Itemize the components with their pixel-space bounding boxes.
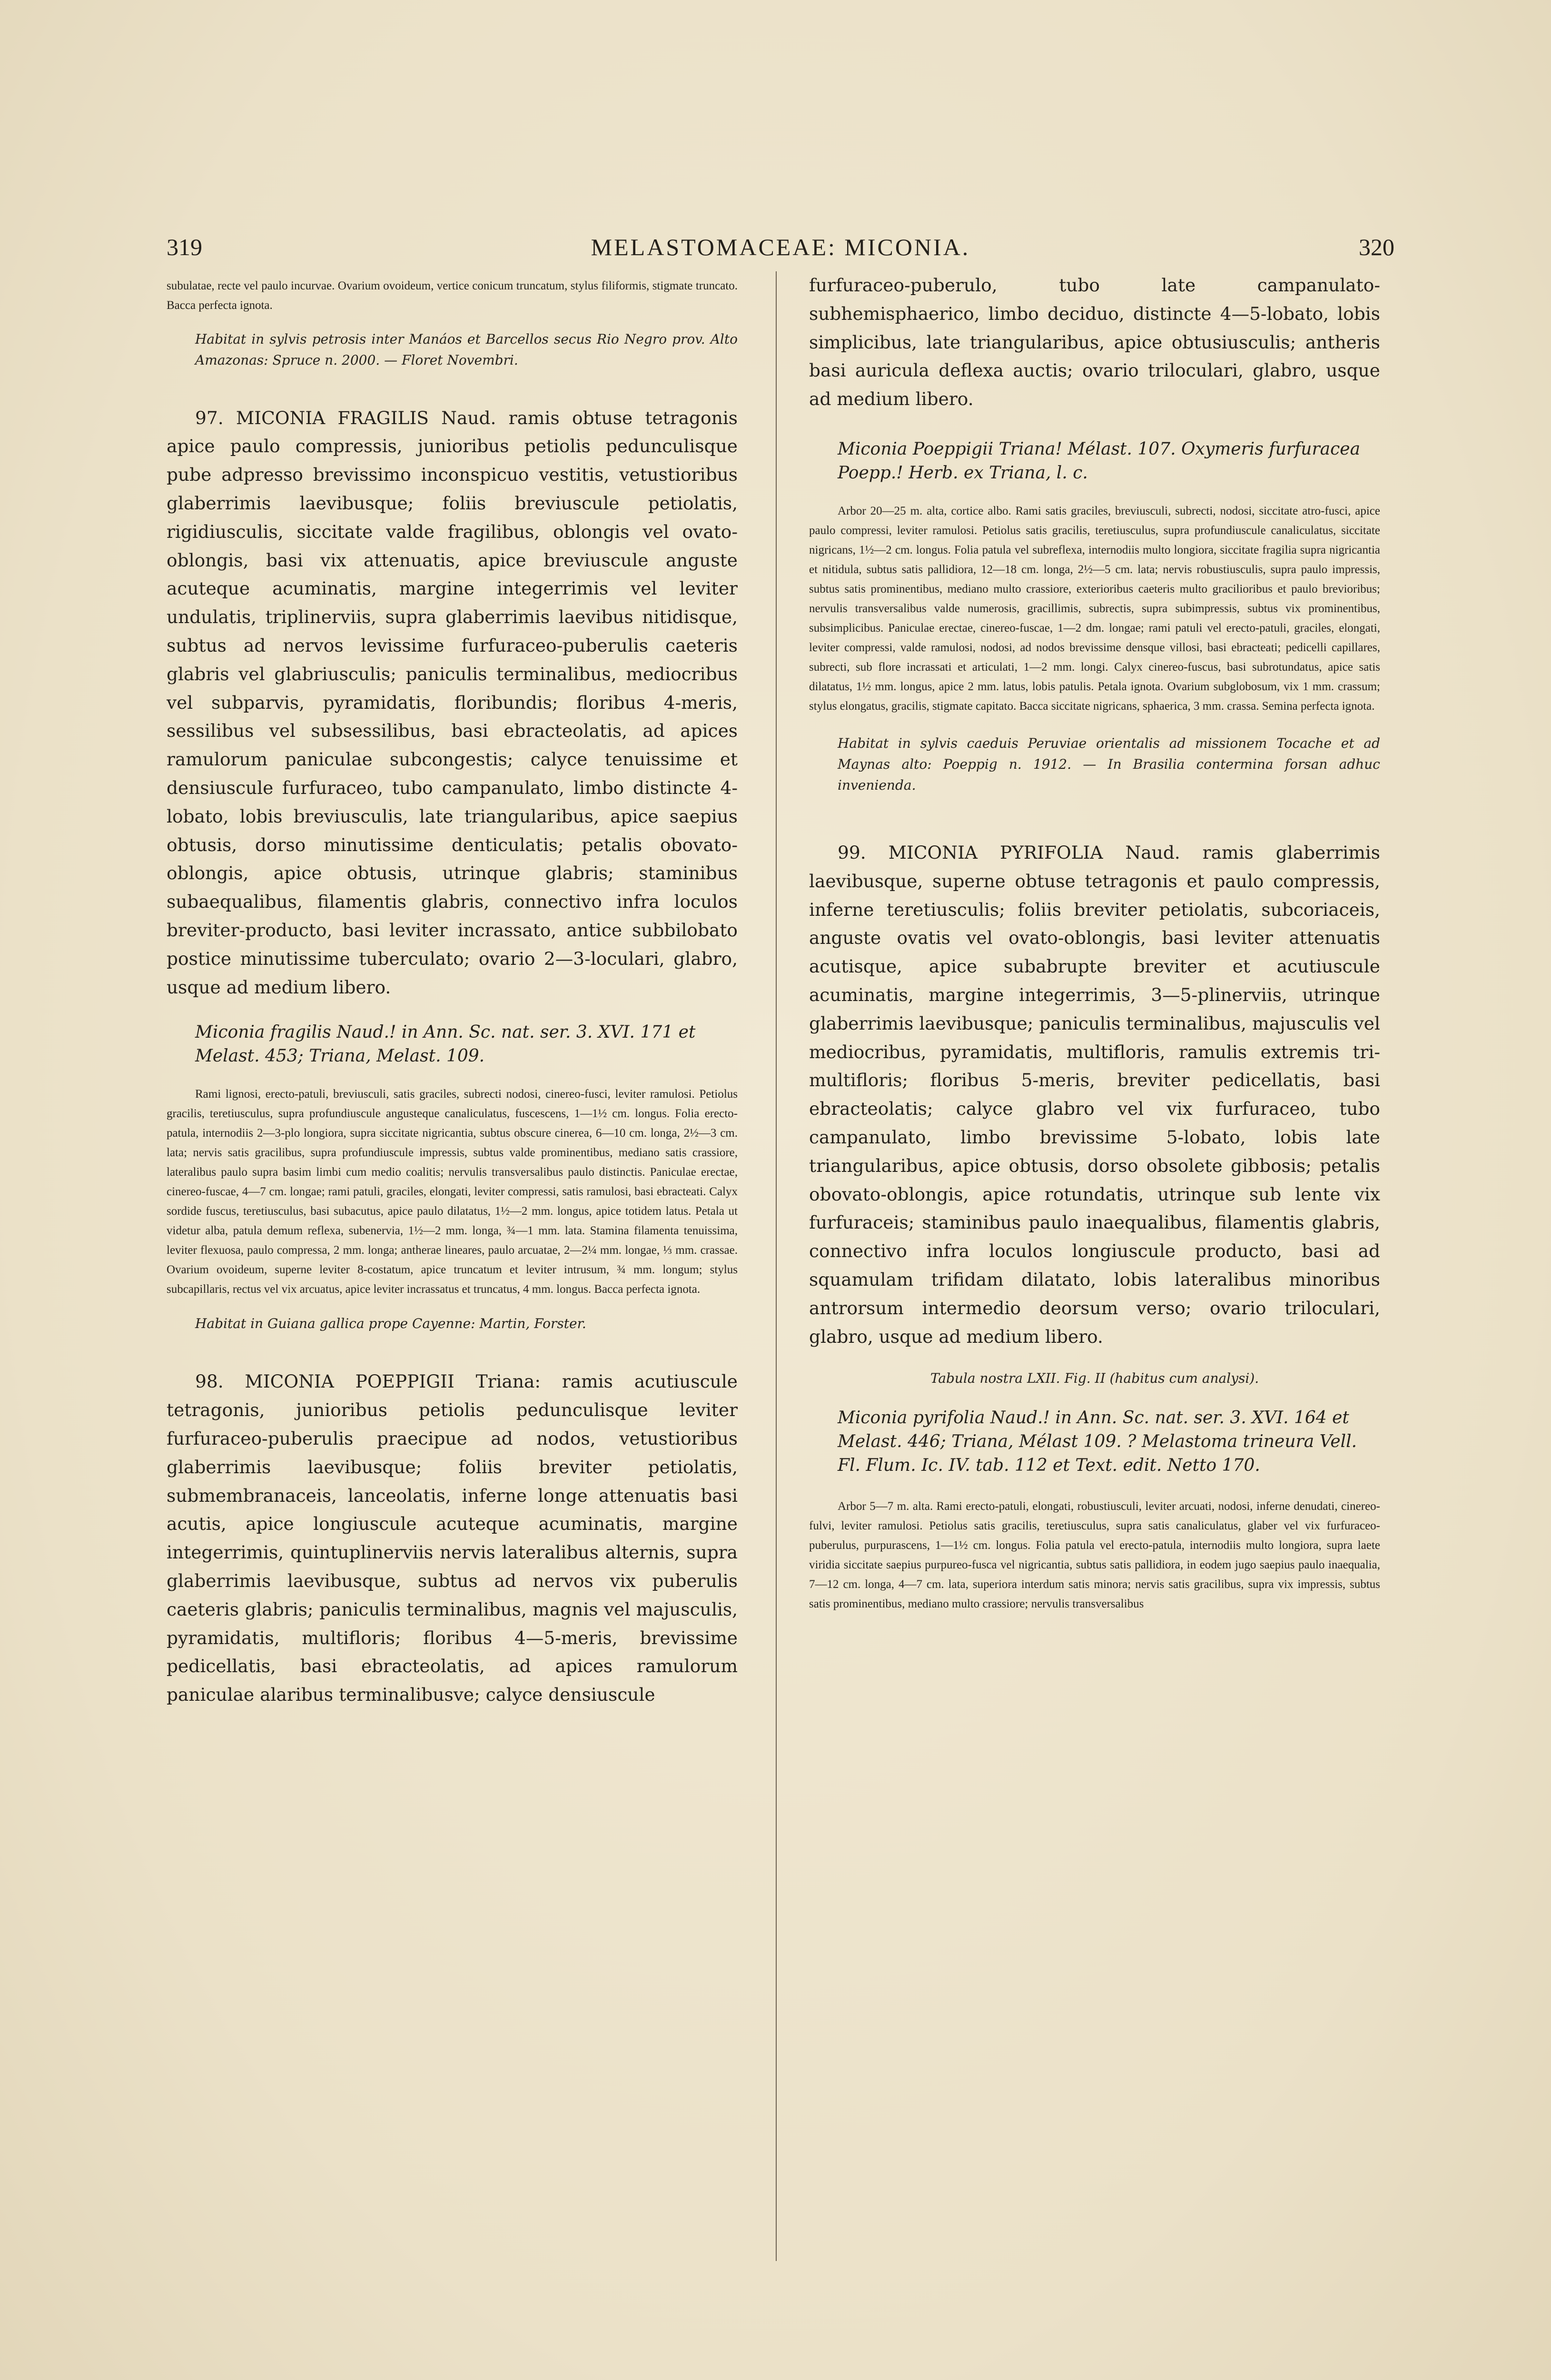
page-number-right: 320 [1359, 234, 1394, 260]
species-98-habitat: Habitat in sylvis caeduis Peruviae orientalis ad missionem Tocache et ad Maynas alto: Poeppig n. 1912. — In Brasilia contermina forsan adhuc invenienda. [838, 735, 1380, 793]
species-97-description: Rami lignosi, erecto-patuli, breviusculi, satis graciles, subrecti nodosi, cinereo-fusci, leviter ramulosi. Petiolus gracilis, teretiusculus, supra profundiuscule angusteque canaliculatus, fuscescens, 1—1½ cm. longus. Folia erecto-patula, internodiis 2—3-plo longiora, supra siccitate nigricantia, subtus obscure cinerea, 6—10 cm. longa, 2½—3 cm. lata; nervis satis gracilibus, supra profundiuscule impressis, subtus valde prominentibus, mediano satis crassiore, lateralibus paulo supra basim limbi cum medio coalitis; nervulis transversalibus paulo distinctis. Paniculae erectae, cinereo-fuscae, 4—7 cm. longae; rami patuli, graciles, elongati, leviter compressi, satis ramulosi, basi ebracteati. Calyx sordide fuscus, teretiusculus, basi subacutus, apice paulo dilatatus, 1½—2 mm. longus, apice totidem latus. Petala ut videtur alba, patula demum reflexa, subenervia, 1½—2 mm. longa, ¾—1 mm. lata. Stamina filamenta tenuissima, leviter flexuosa, paulo compressa, 2 mm. longa; antherae lineares, paulo arcuatae, 2—2¼ mm. longae, ⅓ mm. crassae. Ovarium ovoideum, superne leviter 8-costatum, apice truncatum et leviter intrusum, ¾ mm. longum; stylus subcapillaris, rectus vel vix arcuatus, apice leviter incrassatus et truncatus, 4 mm. longus. Bacca perfecta ignota. [167, 1088, 738, 1296]
species-99-diagnosis: 99. MICONIA PYRIFOLIA Naud. ramis glaberrimis laevibusque, superne obtuse tetragonis et paulo compressis, inferne teretiusculis; foliis breviter petiolatis, subcoriaceis, anguste ovatis vel ovato-oblongis, basi leviter attenuatis acutisque, apice subabrupte breviter et acutiuscule acuminatis, margine integerrimis, 3—5-plinerviis, utrinque glaberrimis laevibusque; paniculis terminalibus, majusculis vel mediocribus, pyramidatis, multifloris, ramulis extremis tri-multifloris; floribus 5-meris, breviter pedicellatis, basi ebracteolatis; calyce glabro vel vix furfuraceo, tubo campanulato, limbo brevissime 5-lobato, lobis late triangularibus, apice obtusis, dorso obsolete gibbosis; petalis obovato-oblongis, apice rotundatis, utrinque sub lente vix furfuraceis; staminibus paulo inaequalibus, filamentis glabris, connectivo infra loculos longiuscule producto, basi ad squamulam trifidam dilatato, lobis lateralibus minoribus antrorsum intermedio deorsum verso; ovario triloculari, glabro, usque ad medium libero. [809, 842, 1380, 1347]
habitat-note: Habitat in sylvis petrosis inter Manáos et Barcellos secus Rio Negro prov. Alto Amazonas: Spruce n. 2000. — Floret Novembri. [195, 331, 738, 368]
continued-description: subulatae, recte vel paulo incurvae. Ovarium ovoideum, vertice conicum truncatum, stylus filiformis, stigmate truncato. Bacca perfecta ignota. [167, 279, 738, 312]
right-column [809, 271, 1380, 1614]
species-97-diagnosis: 97. MICONIA FRAGILIS Naud. ramis obtuse tetragonis apice paulo compressis, junioribus petiolis pedunculisque pube adpresso brevissimo inconspicuo vestitis, vetustioribus glaberrimis laevibusque; foliis breviuscule petiolatis, rigidiusculis, siccitate valde fragilibus, oblongis vel ovato-oblongis, basi vix attenuatis, apice breviuscule anguste acuteque acuminatis, margine integerrimis vel leviter undulatis, triplinerviis, supra glaberrimis laevibus nitidisque, subtus ad nervos levissime furfuraceo-puberulis caeteris glabris vel glabriusculis; paniculis terminalibus, mediocribus vel subparvis, pyramidatis, floribundis; floribus 4-meris, sessilibus vel subsessilibus, basi ebracteolatis, ad apices ramulorum paniculae subcongestis; calyce tenuissime et densiuscule furfuraceo, tubo campanulato, limbo distincte 4-lobato, lobis breviusculis, late triangularibus, apice saepius obtusis, dorso minutissime denticulatis; petalis obovato-oblongis, apice obtusis, utrinque glabris; staminibus subaequalibus, filamentis glabris, connectivo infra loculos breviter-producto, basi leviter incrassato, antice subbilobato postice minutissime tuberculato; ovario 2—3-loculari, glabro, usque ad medium libero. [167, 407, 738, 998]
page-number-left: 319 [167, 234, 202, 260]
species-98-continued: furfuraceo-puberulo, tubo late campanulato-subhemisphaerico, limbo deciduo, distincte 4—5-lobato, lobis simplicibus, late triangularibus, apice obtusiusculis; antheris basi auricula deflexa auctis; ovario triloculari, glabro, usque ad medium libero. [809, 275, 1380, 410]
species-98-diagnosis: 98. MICONIA POEPPIGII Triana: ramis acutiuscule tetragonis, junioribus petiolis pedunculisque leviter furfuraceo-puberulis praecipue ad nodos, vetustioribus glaberrimis laevibusque; foliis breviter petiolatis, submembranaceis, lanceolatis, inferne longe attenuatis basi acutis, apice longiuscule acuteque acuminatis, margine integerrimis, quintuplinerviis nervis lateralibus alternis, supra glaberrimis laevibusque, subtus ad nervos vix puberulis caeteris glabris; paniculis terminalibus, magnis vel majusculis, pyramidatis, multifloris; floribus 4—5-meris, brevissime pedicellatis, basi ebracteolatis, ad apices ramulorum paniculae alaribus terminalibusve; calyce densiuscule [167, 1371, 738, 1706]
species-97-habitat: Habitat in Guiana gallica prope Cayenne: Martin, Forster. [195, 1316, 586, 1332]
page-header [167, 233, 1394, 267]
running-title: MELASTOMACEAE: MICONIA. [591, 234, 970, 260]
species-99-reference: Miconia pyrifolia Naud.! in Ann. Sc. nat. ser. 3. XVI. 164 et Melast. 446; Triana, Mélast 109. ? Melastoma trineura Vell. Fl. Flum. Ic. IV. tab. 112 et Text. edit. Netto 170. [838, 1408, 1357, 1476]
species-99-description: Arbor 5—7 m. alta. Rami erecto-patuli, elongati, robustiusculi, leviter arcuati, nodosi, inferne denudati, cinereo-fulvi, leviter ramulosi. Petiolus satis gracilis, teretiusculus, supra satis canaliculatus, glaber vel vix furfuraceo-puberulus, purpurascens, 1—1½ cm. longus. Folia patula vel erecto-patula, internodiis multo longiora, supra laete viridia siccitate saepius purpureo-fusca vel nigricantia, subtus satis pallidiora, in eodem jugo saepius paulo inaequalia, 7—12 cm. longa, 4—7 cm. lata, superiora interdum satis minora; nervis satis gracilibus, supra vix impressis, subtus satis prominentibus, mediano multo crassiore; nervulis transversalibus [809, 1500, 1380, 1611]
left-column [167, 271, 738, 1709]
species-98-description: Arbor 20—25 m. alta, cortice albo. Rami satis graciles, breviusculi, subrecti, nodosi, siccitate atro-fusci, apice paulo compressi, leviter ramulosi. Petiolus satis gracilis, teretiusculus, supra profundiuscule canaliculatus, siccitate nigricans, 1½—2 cm. longus. Folia patula vel subreflexa, internodiis multo longiora, siccitate fragilia supra nigricantia et nitidula, subtus satis pallidiora, 12—18 cm. longa, 2½—5 cm. lata; nervis robustiusculis, supra paulo impressis, subtus satis prominentibus, mediano multo crassiore, exterioribus caeteris multo gracilioribus et paulo brevioribus; nervulis transversalibus valde numerosis, gracillimis, subrectis, supra subimpressis, subtus vix prominentibus, subsimplicibus. Paniculae erectae, cinereo-fuscae, 1—2 dm. longae; rami patuli vel erecto-patuli, graciles, elongati, leviter compressi, valde ramulosi, nodosi, ad nodos brevissime densque villosi, basi ebracteati; pedicelli capillares, subrecti, sub flore incrassati et articulati, 1—2 mm. longi. Calyx cinereo-fuscus, basi subrotundatus, apice satis dilatatus, 1½ mm. longus, apice 2 mm. latus, lobis patulis. Petala ignota. Ovarium subglobosum, vix 1 mm. crassum; stylus elongatus, gracilis, stigmate capitato. Bacca siccitate nigricans, sphaerica, 3 mm. crassa. Semina perfecta ignota. [809, 504, 1380, 713]
species-98-reference: Miconia Poeppigii Triana! Mélast. 107. Oxymeris furfuracea Poepp.! Herb. ex Triana, l. c. [838, 439, 1361, 483]
species-99-plate: Tabula nostra LXII. Fig. II (habitus cum analysi). [930, 1370, 1259, 1387]
species-97-reference: Miconia fragilis Naud.! in Ann. Sc. nat. ser. 3. XVI. 171 et Melast. 453; Triana, Melast. 109. [195, 1022, 696, 1066]
column-divider [776, 271, 777, 2261]
